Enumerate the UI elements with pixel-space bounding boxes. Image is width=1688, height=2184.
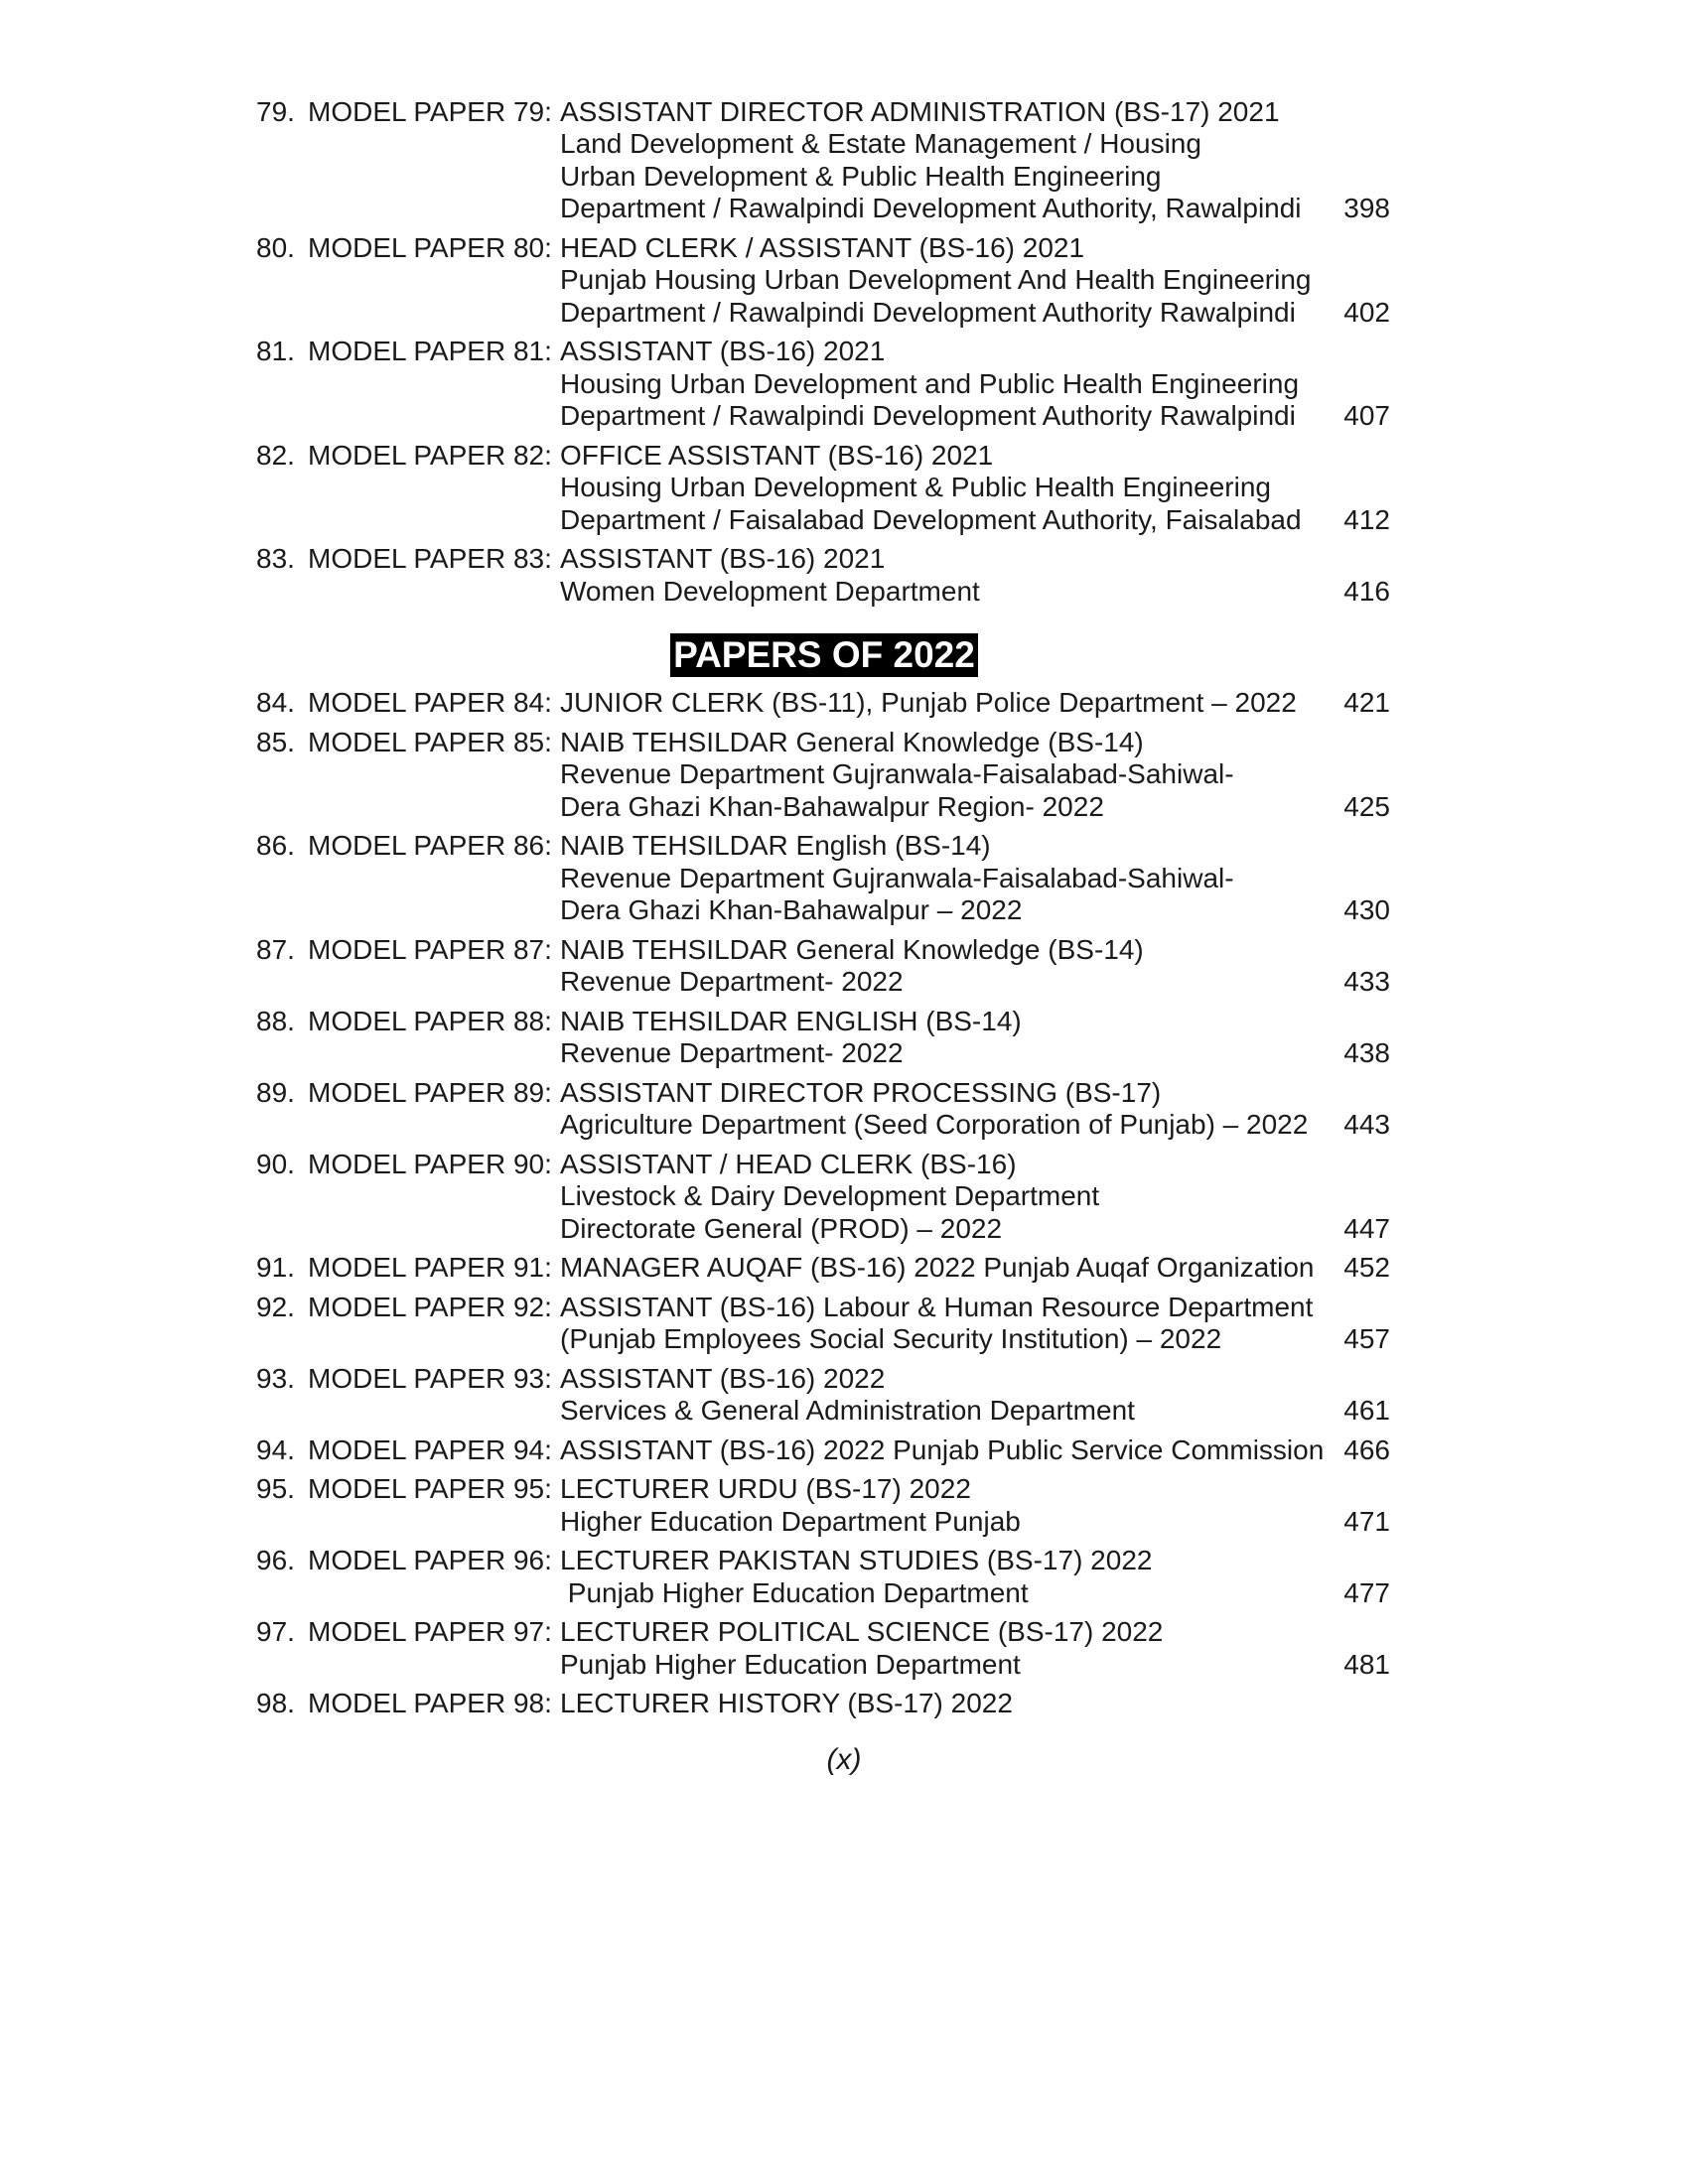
toc-entry-text: Housing Urban Development & Public Health Engineering bbox=[560, 472, 1271, 502]
toc-entry-label: MODEL PAPER 92: bbox=[308, 1291, 552, 1322]
toc-entry-text: Revenue Department Gujranwala-Faisalabad-Sahiwal- bbox=[560, 758, 1234, 789]
toc-entry-text: Agriculture Department (Seed Corporation of Punjab) – 2022 bbox=[560, 1109, 1309, 1140]
toc-entry-text: Urban Development & Public Health Engineering bbox=[560, 160, 1162, 192]
toc-entry-number: 93. bbox=[256, 1362, 295, 1394]
toc-entry-page-number: 447 bbox=[1343, 1212, 1390, 1244]
toc-entry-number: 79. bbox=[256, 95, 295, 127]
toc-entry bbox=[256, 1616, 1408, 1681]
toc-entry-label: MODEL PAPER 87: bbox=[308, 933, 552, 965]
toc-entry-title-line bbox=[256, 687, 1408, 720]
toc-entry-continuation-line bbox=[256, 1180, 1408, 1213]
toc-entry-continuation-line bbox=[256, 193, 1408, 225]
toc-entry-continuation-line bbox=[256, 1323, 1408, 1356]
toc-entry-continuation-line bbox=[256, 894, 1408, 927]
toc-entry-text: NAIB TEHSILDAR ENGLISH (BS-14) bbox=[560, 1005, 1022, 1036]
toc-entry-label: MODEL PAPER 84: bbox=[308, 687, 552, 718]
toc-entry-continuation-line bbox=[256, 758, 1408, 791]
toc-entry-text: Land Development & Estate Management / Housing bbox=[560, 128, 1201, 159]
table-of-contents bbox=[256, 95, 1408, 1726]
toc-entry-label: MODEL PAPER 96: bbox=[308, 1545, 552, 1575]
toc-entry-continuation-line bbox=[256, 1576, 1408, 1609]
toc-entry-number: 82. bbox=[256, 439, 295, 471]
toc-entry-page-number: 481 bbox=[1343, 1648, 1390, 1680]
toc-entry-text: Directorate General (PROD) – 2022 bbox=[560, 1212, 1003, 1244]
toc-entry-text: Punjab Higher Education Department bbox=[560, 1648, 1021, 1680]
toc-entry-label: MODEL PAPER 85: bbox=[308, 726, 552, 757]
toc-entry-continuation-line bbox=[256, 296, 1408, 329]
toc-entry-label: MODEL PAPER 81: bbox=[308, 336, 552, 366]
toc-entry-title-line bbox=[256, 1291, 1408, 1323]
toc-entry-continuation-line bbox=[256, 1395, 1408, 1428]
toc-entry-text: Women Development Department bbox=[560, 575, 980, 607]
toc-entry-title-line bbox=[256, 1473, 1408, 1506]
toc-entry-number: 97. bbox=[256, 1616, 295, 1647]
toc-entry-text: ASSISTANT DIRECTOR PROCESSING (BS-17) bbox=[560, 1076, 1162, 1108]
toc-entry-text: MANAGER AUQAF (BS-16) 2022 Punjab Auqaf Organization bbox=[560, 1252, 1315, 1283]
toc-entry-continuation-line bbox=[256, 790, 1408, 823]
toc-entry-text: NAIB TEHSILDAR English (BS-14) bbox=[560, 830, 991, 861]
toc-entry-title-line bbox=[256, 1616, 1408, 1649]
toc-entry-label: MODEL PAPER 86: bbox=[308, 830, 552, 861]
toc-entry-text: LECTURER PAKISTAN STUDIES (BS-17) 2022 bbox=[560, 1545, 1153, 1575]
toc-entry-label: MODEL PAPER 82: bbox=[308, 439, 552, 471]
toc-entry-page-number: 438 bbox=[1343, 1037, 1390, 1068]
toc-entry bbox=[256, 1433, 1408, 1466]
toc-entry-text: Punjab Housing Urban Development And Health Engineering bbox=[560, 264, 1312, 295]
toc-list-2022 bbox=[256, 687, 1408, 1720]
toc-entry-title-line bbox=[256, 726, 1408, 758]
toc-entry-title-line bbox=[256, 1545, 1408, 1577]
toc-entry-number: 88. bbox=[256, 1005, 295, 1036]
toc-entry-text: HEAD CLERK / ASSISTANT (BS-16) 2021 bbox=[560, 231, 1085, 263]
toc-entry-label: MODEL PAPER 94: bbox=[308, 1433, 552, 1465]
toc-entry bbox=[256, 1688, 1408, 1720]
toc-entry-title-line bbox=[256, 1076, 1408, 1109]
toc-entry-text: Punjab Higher Education Department bbox=[560, 1576, 1029, 1608]
toc-entry-title-line bbox=[256, 336, 1408, 368]
toc-entry-title-line bbox=[256, 830, 1408, 863]
toc-entry-page-number: 452 bbox=[1343, 1252, 1390, 1283]
toc-entry-text: Department / Faisalabad Development Authority, Faisalabad bbox=[560, 503, 1302, 535]
toc-entry-continuation-line bbox=[256, 1109, 1408, 1142]
toc-entry bbox=[256, 439, 1408, 536]
toc-entry-text: NAIB TEHSILDAR General Knowledge (BS-14) bbox=[560, 726, 1144, 757]
toc-entry-title-line bbox=[256, 1252, 1408, 1285]
toc-entry-number: 89. bbox=[256, 1076, 295, 1108]
toc-entry bbox=[256, 830, 1408, 927]
toc-entry-continuation-line bbox=[256, 575, 1408, 608]
toc-entry-title-line bbox=[256, 439, 1408, 472]
toc-entry bbox=[256, 687, 1408, 720]
toc-entry bbox=[256, 1545, 1408, 1609]
toc-entry-number: 92. bbox=[256, 1291, 295, 1322]
toc-entry-text: Higher Education Department Punjab bbox=[560, 1505, 1021, 1537]
toc-entry-page-number: 466 bbox=[1343, 1433, 1390, 1465]
toc-entry-title-line bbox=[256, 231, 1408, 264]
toc-entry bbox=[256, 231, 1408, 329]
toc-entry-page-number: 457 bbox=[1343, 1323, 1390, 1354]
toc-entry-number: 98. bbox=[256, 1688, 295, 1718]
section-heading-2022 bbox=[256, 633, 1408, 677]
toc-entry-text: Department / Rawalpindi Development Authority, Rawalpindi bbox=[560, 193, 1302, 223]
toc-entry-text: LECTURER HISTORY (BS-17) 2022 bbox=[560, 1688, 1013, 1718]
toc-entry-text: Revenue Department- 2022 bbox=[560, 1037, 904, 1068]
toc-entry-text: OFFICE ASSISTANT (BS-16) 2021 bbox=[560, 439, 994, 471]
toc-entry-page-number: 433 bbox=[1343, 966, 1390, 997]
toc-entry-continuation-line bbox=[256, 367, 1408, 400]
toc-entry-continuation-line bbox=[256, 472, 1408, 504]
toc-entry-label: MODEL PAPER 93: bbox=[308, 1362, 552, 1394]
toc-entry-page-number: 421 bbox=[1343, 687, 1390, 718]
toc-entry bbox=[256, 1005, 1408, 1069]
toc-entry-continuation-line bbox=[256, 862, 1408, 894]
toc-entry-text: ASSISTANT (BS-16) 2022 bbox=[560, 1362, 886, 1394]
toc-entry-text: Dera Ghazi Khan-Bahawalpur – 2022 bbox=[560, 894, 1023, 925]
toc-entry-text: Services & General Administration Department bbox=[560, 1395, 1135, 1426]
toc-entry-label: MODEL PAPER 98: bbox=[308, 1688, 552, 1718]
toc-entry-text: ASSISTANT (BS-16) 2022 Punjab Public Service Commission bbox=[560, 1433, 1325, 1465]
toc-entry-label: MODEL PAPER 83: bbox=[308, 543, 552, 574]
toc-entry-number: 90. bbox=[256, 1148, 295, 1179]
toc-entry-title-line bbox=[256, 1433, 1408, 1466]
toc-entry-continuation-line bbox=[256, 1212, 1408, 1245]
toc-entry-text: ASSISTANT / HEAD CLERK (BS-16) bbox=[560, 1148, 1017, 1179]
toc-entry bbox=[256, 1076, 1408, 1141]
toc-entry-number: 84. bbox=[256, 687, 295, 718]
toc-entry-title-line bbox=[256, 1005, 1408, 1037]
toc-entry-page-number: 461 bbox=[1343, 1395, 1390, 1426]
toc-entry-continuation-line bbox=[256, 160, 1408, 193]
toc-entry-text: ASSISTANT (BS-16) Labour & Human Resource Department bbox=[560, 1291, 1314, 1322]
toc-entry bbox=[256, 933, 1408, 998]
toc-entry-text: Department / Rawalpindi Development Authority Rawalpindi bbox=[560, 296, 1296, 328]
toc-entry-label: MODEL PAPER 90: bbox=[308, 1148, 552, 1179]
toc-entry bbox=[256, 1362, 1408, 1427]
toc-entry-text: ASSISTANT (BS-16) 2021 bbox=[560, 543, 886, 574]
toc-entry-number: 86. bbox=[256, 830, 295, 861]
toc-entry-title-line bbox=[256, 1362, 1408, 1395]
toc-entry-text: Revenue Department Gujranwala-Faisalabad-Sahiwal- bbox=[560, 862, 1234, 893]
section-heading-label: PAPERS OF 2022 bbox=[670, 633, 978, 677]
toc-entry-label: MODEL PAPER 88: bbox=[308, 1005, 552, 1036]
toc-list-2021 bbox=[256, 95, 1408, 608]
toc-entry-page-number: 398 bbox=[1343, 193, 1390, 223]
toc-entry-page-number: 471 bbox=[1343, 1505, 1390, 1537]
toc-entry-continuation-line bbox=[256, 503, 1408, 536]
toc-entry-text: Housing Urban Development and Public Health Engineering bbox=[560, 367, 1300, 399]
toc-entry-page-number: 407 bbox=[1343, 400, 1390, 431]
toc-entry-title-line bbox=[256, 95, 1408, 128]
toc-entry-text: (Punjab Employees Social Security Institution) – 2022 bbox=[560, 1323, 1222, 1354]
toc-entry-title-line bbox=[256, 933, 1408, 966]
toc-entry-label: MODEL PAPER 97: bbox=[308, 1616, 552, 1647]
toc-entry-continuation-line bbox=[256, 128, 1408, 161]
toc-entry-number: 80. bbox=[256, 231, 295, 263]
toc-entry bbox=[256, 1473, 1408, 1538]
toc-entry-text: LECTURER URDU (BS-17) 2022 bbox=[560, 1473, 971, 1504]
toc-entry bbox=[256, 1148, 1408, 1245]
toc-entry-text: ASSISTANT DIRECTOR ADMINISTRATION (BS-17) 2021 bbox=[560, 95, 1280, 127]
toc-entry-label: MODEL PAPER 79: bbox=[308, 95, 552, 127]
toc-entry-text: ASSISTANT (BS-16) 2021 bbox=[560, 336, 886, 366]
toc-entry-title-line bbox=[256, 543, 1408, 576]
toc-entry-number: 85. bbox=[256, 726, 295, 757]
toc-entry-title-line bbox=[256, 1688, 1408, 1720]
toc-entry-text: NAIB TEHSILDAR General Knowledge (BS-14) bbox=[560, 933, 1144, 965]
toc-entry-continuation-line bbox=[256, 1505, 1408, 1538]
toc-entry-page-number: 416 bbox=[1343, 575, 1390, 607]
toc-entry-page-number: 402 bbox=[1343, 296, 1390, 328]
toc-entry-text: LECTURER POLITICAL SCIENCE (BS-17) 2022 bbox=[560, 1616, 1164, 1647]
toc-entry-continuation-line bbox=[256, 966, 1408, 999]
toc-entry bbox=[256, 336, 1408, 433]
toc-entry-label: MODEL PAPER 80: bbox=[308, 231, 552, 263]
toc-entry-number: 95. bbox=[256, 1473, 295, 1504]
toc-entry bbox=[256, 1252, 1408, 1285]
toc-entry-number: 96. bbox=[256, 1545, 295, 1575]
toc-entry bbox=[256, 726, 1408, 823]
toc-entry-page-number: 425 bbox=[1343, 790, 1390, 822]
toc-entry-text: Department / Rawalpindi Development Authority Rawalpindi bbox=[560, 400, 1296, 431]
toc-entry bbox=[256, 543, 1408, 608]
toc-entry-label: MODEL PAPER 91: bbox=[308, 1252, 552, 1283]
toc-entry-page-number: 443 bbox=[1343, 1109, 1390, 1140]
toc-entry bbox=[256, 1291, 1408, 1355]
toc-entry-text: Dera Ghazi Khan-Bahawalpur Region- 2022 bbox=[560, 790, 1104, 822]
toc-entry-page-number: 477 bbox=[1343, 1576, 1390, 1608]
toc-entry-number: 91. bbox=[256, 1252, 295, 1283]
toc-entry-continuation-line bbox=[256, 1648, 1408, 1681]
toc-entry-number: 81. bbox=[256, 336, 295, 366]
toc-entry-title-line bbox=[256, 1148, 1408, 1180]
toc-entry-continuation-line bbox=[256, 264, 1408, 297]
toc-entry-page-number: 412 bbox=[1343, 503, 1390, 535]
toc-entry-continuation-line bbox=[256, 400, 1408, 433]
page-number-footer: (x) bbox=[826, 1743, 862, 1776]
toc-entry-number: 94. bbox=[256, 1433, 295, 1465]
toc-entry-continuation-line bbox=[256, 1037, 1408, 1070]
toc-entry-text: JUNIOR CLERK (BS-11), Punjab Police Department – 2022 bbox=[560, 687, 1297, 718]
toc-entry-number: 87. bbox=[256, 933, 295, 965]
toc-entry bbox=[256, 95, 1408, 224]
toc-entry-label: MODEL PAPER 95: bbox=[308, 1473, 552, 1504]
toc-entry-text: Revenue Department- 2022 bbox=[560, 966, 904, 997]
toc-entry-number: 83. bbox=[256, 543, 295, 574]
toc-entry-label: MODEL PAPER 89: bbox=[308, 1076, 552, 1108]
toc-entry-text: Livestock & Dairy Development Department bbox=[560, 1180, 1100, 1211]
toc-entry-page-number: 430 bbox=[1343, 894, 1390, 925]
